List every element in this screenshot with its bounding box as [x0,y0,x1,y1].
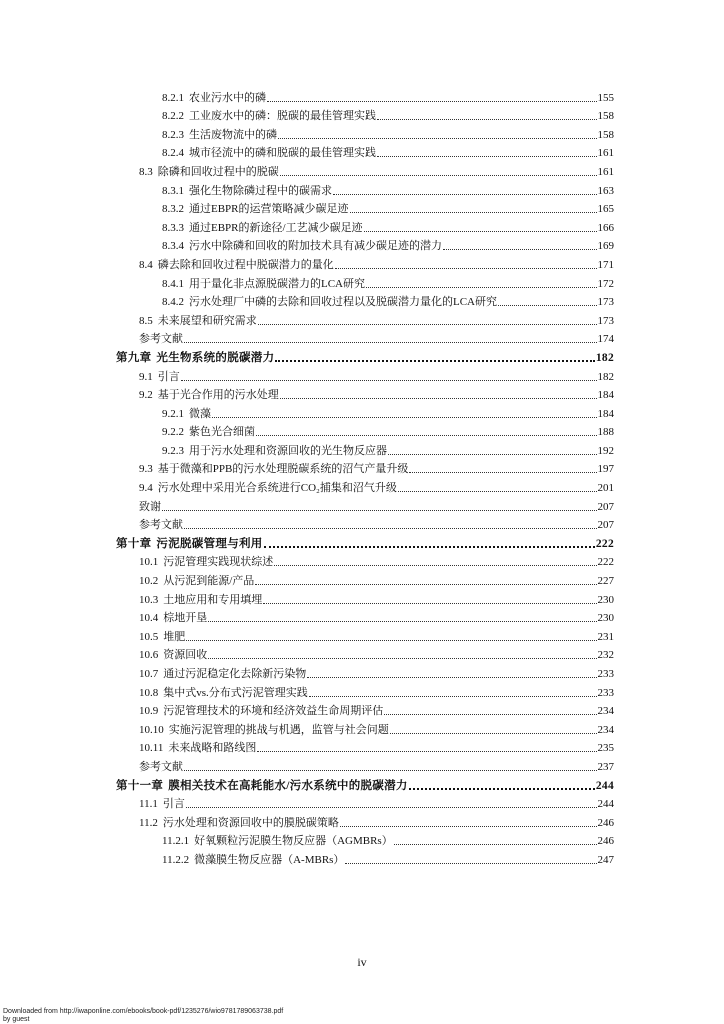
toc-entry-title: 通过EBPR的运营策略减少碳足迹 [189,203,349,216]
toc-entry-number: 9.2.3 [162,444,184,457]
toc-dot-leader [280,390,597,399]
toc-entry-page: 188 [597,426,614,439]
toc-entry-page: 246 [597,816,614,829]
toc-entry-number: 9.1 [139,370,153,383]
toc-entry-page: 234 [597,723,614,736]
toc-entry-page: 169 [597,240,614,253]
toc-entry-page: 231 [597,630,614,643]
toc-dot-leader [208,613,596,622]
toc-entry-page: 184 [597,407,614,420]
toc-entry[interactable] [116,309,614,328]
toc-entry-number: 10.2 [139,575,159,588]
toc-entry-title: 污泥脱碳管理与利用 [156,537,263,550]
toc-dot-leader [309,688,597,697]
toc-entry-title: 致谢 [139,500,161,513]
toc-entry[interactable] [116,439,614,458]
toc-entry-page: 173 [597,296,614,309]
toc-entry-title: 未来展望和研究需求 [157,314,257,327]
toc-dot-leader [257,743,596,752]
toc-entry-title: 污水处理厂中磷的去除和回收过程以及脱碳潜力量化的LCA研究 [189,296,497,309]
toc-dot-leader [498,297,597,306]
toc-entry-number: 11.2 [139,816,158,829]
toc-dot-leader [364,223,597,232]
toc-entry-page: 222 [597,556,614,569]
toc-entry[interactable] [116,476,614,495]
toc-entry-title: 堆肥 [163,630,186,643]
toc-entry-number: 第十章 [116,537,152,550]
toc-entry-page: 244 [597,798,614,811]
toc-dot-leader [278,130,597,139]
toc-entry-number: 10.4 [139,612,159,625]
toc-dot-leader [345,855,596,864]
toc-entry-page: 155 [597,91,614,104]
toc-dot-leader [258,316,597,325]
toc-entry-page: 165 [597,203,614,216]
toc-entry-title: 污水中除磷和回收的附加技术具有减少碳足迹的潜力 [189,240,442,253]
toc-dot-leader [274,557,596,566]
toc-entry-page: 244 [595,779,614,792]
toc-entry-page: 222 [595,537,614,550]
toc-entry-title: 通过污泥稳定化去除新污染物 [163,668,307,680]
toc-entry[interactable] [116,458,614,477]
toc-entry-page: 161 [597,147,614,160]
toc-entry-title: 城市径流中的磷和脱碳的最佳管理实践 [189,147,376,160]
toc-entry-page: 233 [597,668,614,680]
toc-dot-leader [181,372,597,381]
toc-dot-leader [377,111,597,120]
toc-entry[interactable] [116,625,614,644]
toc-dot-leader [340,818,597,827]
toc-entry[interactable] [116,569,614,588]
toc-entry-title: 污水处理和资源回收中的膜脱碳策略 [162,816,339,829]
toc-entry[interactable] [116,811,614,830]
toc-entry-title: 工业废水中的磷：脱碳的最佳管理实践 [189,110,376,123]
toc-entry-number: 8.2.1 [162,91,184,104]
toc-entry[interactable] [116,607,614,626]
toc-entry-number: 10.9 [139,705,159,718]
toc-entry-title: 污水处理中采用光合系统进行CO₂捕集和沼气升级 [157,482,397,495]
toc-dot-leader [275,352,594,362]
toc-entry-page: 207 [597,519,614,532]
toc-entry-number: 8.4 [139,258,153,271]
toc-entry[interactable] [116,514,614,533]
toc-dot-leader [377,148,597,157]
toc-entry-title: 用于污水处理和资源回收的光生物反应器 [189,444,387,457]
toc-entry-page: 207 [597,500,614,513]
download-footer-guest: by guest [3,1016,30,1023]
toc-dot-leader [184,334,597,343]
toc-entry-number: 10.3 [139,593,159,606]
toc-entry[interactable] [116,105,614,124]
toc-entry[interactable] [116,718,614,737]
toc-entry[interactable] [116,402,614,421]
toc-entry[interactable] [116,86,614,105]
toc-entry[interactable] [116,235,614,254]
toc-entry-number: 8.2.4 [162,147,184,160]
toc-entry[interactable] [116,737,614,756]
download-footer [3,1008,283,1024]
toc-entry[interactable] [116,495,614,514]
toc-entry-page: 232 [597,649,614,662]
toc-entry-number: 9.2.1 [162,407,184,420]
toc-entry-number: 10.5 [139,630,159,643]
toc-dot-leader [394,836,597,845]
toc-entry-number: 9.2 [139,389,153,402]
table-of-contents [116,86,614,867]
toc-chapter-entry[interactable] [116,346,614,365]
toc-entry-title: 棕地开垦 [163,612,208,625]
toc-entry-title: 紫色光合细菌 [189,426,255,439]
toc-entry-page: 184 [597,389,614,402]
toc-entry[interactable] [116,216,614,235]
toc-entry[interactable] [116,755,614,774]
toc-entry-page: 161 [597,165,614,178]
toc-dot-leader [398,483,597,492]
toc-entry-title: 强化生物除磷过程中的碳需求 [189,184,332,197]
toc-entry-page: 230 [597,593,614,606]
toc-entry-number: 8.2.3 [162,128,184,141]
toc-entry-number: 8.4.1 [162,277,184,290]
toc-entry[interactable] [116,662,614,681]
toc-entry-number: 11.2.1 [162,835,190,848]
toc-entry-page: 174 [597,333,614,346]
toc-dot-leader [280,167,597,176]
toc-entry[interactable] [116,793,614,812]
toc-entry-title: 基于微藻和PPB的污水处理脱碳系统的沼气产量升级 [157,463,409,476]
toc-entry-number: 第九章 [116,351,152,364]
toc-entry-title: 实施污泥管理的挑战与机遇，监管与社会问题 [168,723,389,736]
toc-entry-number: 10.8 [139,686,159,699]
toc-entry-number: 10.1 [139,556,159,569]
toc-dot-leader [350,204,597,213]
toc-chapter-entry[interactable] [116,532,614,551]
toc-entry[interactable] [116,123,614,142]
toc-entry-title: 参考文献 [139,333,183,346]
toc-entry[interactable] [116,291,614,310]
toc-entry-number: 11.1 [139,798,158,811]
toc-entry-number: 8.2.2 [162,110,184,123]
toc-entry-page: 237 [597,760,614,773]
toc-entry-title: 膜相关技术在高耗能水/污水系统中的脱碳潜力 [168,779,408,792]
toc-dot-leader [443,241,597,250]
toc-dot-leader [366,279,597,288]
toc-dot-leader [307,669,596,678]
toc-entry-page: 158 [597,128,614,141]
toc-dot-leader [333,186,597,195]
toc-entry-number: 11.2.2 [162,853,190,866]
toc-entry-number: 8.4.2 [162,296,184,309]
toc-dot-leader [162,502,597,511]
toc-dot-leader [388,446,597,455]
toc-entry-page: 172 [597,277,614,290]
toc-entry[interactable] [116,179,614,198]
toc-entry-number: 8.3.2 [162,203,184,216]
toc-entry-page: 158 [597,110,614,123]
toc-entry[interactable] [116,253,614,272]
toc-dot-leader [184,520,597,529]
toc-entry-page: 163 [597,184,614,197]
toc-entry-page: 171 [597,258,614,271]
toc-entry-title: 参考文献 [139,760,183,773]
toc-entry-number: 8.3.3 [162,221,184,234]
toc-entry[interactable] [116,142,614,161]
toc-chapter-entry[interactable] [116,774,614,793]
toc-entry-title: 磷去除和回收过程中脱碳潜力的量化 [157,258,334,271]
toc-entry-title: 基于光合作用的污水处理 [157,389,279,402]
toc-dot-leader [384,706,596,715]
toc-dot-leader [409,780,595,790]
toc-entry-title: 资源回收 [163,649,208,662]
toc-entry[interactable] [116,384,614,403]
toc-entry-page: 182 [595,351,614,364]
toc-entry-page: 233 [597,686,614,699]
toc-entry[interactable] [116,272,614,291]
toc-entry-title: 集中式vs.分布式污泥管理实践 [163,686,308,699]
page-number: iv [357,955,367,969]
toc-entry-title: 参考文献 [139,519,183,532]
toc-entry[interactable] [116,830,614,849]
toc-entry-number: 9.3 [139,463,153,476]
toc-entry-page: 235 [597,742,614,755]
toc-entry-number: 8.3.1 [162,184,184,197]
toc-entry[interactable] [116,848,614,867]
toc-entry-number: 9.2.2 [162,426,184,439]
toc-entry-page: 247 [597,853,614,866]
toc-entry-number: 10.6 [139,649,159,662]
toc-entry[interactable] [116,365,614,384]
toc-entry-title: 引言 [157,370,180,383]
toc-entry-title: 微藻 [189,407,211,420]
toc-dot-leader [390,725,597,734]
toc-entry-page: 227 [597,575,614,588]
toc-dot-leader [186,632,596,641]
toc-dot-leader [186,799,597,808]
toc-entry-number: 9.4 [139,482,153,495]
toc-dot-leader [256,427,597,436]
toc-entry-page: 192 [597,444,614,457]
toc-dot-leader [208,650,596,659]
toc-entry-page: 173 [597,314,614,327]
toc-entry[interactable] [116,681,614,700]
toc-dot-leader [263,595,596,604]
toc-entry-number: 8.5 [139,314,153,327]
toc-dot-leader [184,762,597,771]
toc-entry[interactable] [116,700,614,719]
toc-entry-title: 好氧颗粒污泥膜生物反应器（AGMBRs） [194,835,393,848]
toc-entry[interactable] [116,421,614,440]
toc-entry[interactable] [116,160,614,179]
toc-entry[interactable] [116,644,614,663]
toc-entry-number: 10.7 [139,668,159,680]
toc-entry-page: 197 [597,463,614,476]
toc-entry-title: 土地应用和专用填埋 [163,593,263,606]
toc-entry-title: 通过EBPR的新途径/工艺减少碳足迹 [189,221,363,234]
toc-entry-number: 10.11 [139,742,164,755]
toc-entry-number: 8.3 [139,165,153,178]
toc-entry-page: 166 [597,221,614,234]
toc-dot-leader [264,538,595,548]
toc-entry-page: 182 [597,370,614,383]
toc-entry-number: 第十一章 [116,779,164,792]
toc-entry-title: 未来战略和路线图 [168,742,257,755]
toc-dot-leader [255,576,596,585]
toc-entry-title: 从污泥到能源/产品 [163,575,255,588]
toc-entry[interactable] [116,328,614,347]
toc-entry-title: 农业污水中的磷 [189,91,266,104]
toc-dot-leader [212,409,597,418]
toc-entry-title: 污泥管理技术的环境和经济效益生命周期评估 [163,705,384,718]
toc-entry-title: 生活废物流中的磷 [189,128,277,141]
toc-entry-title: 用于量化非点源脱碳潜力的LCA研究 [189,277,365,290]
toc-entry[interactable] [116,551,614,570]
toc-entry-title: 除磷和回收过程中的脱碳 [157,165,279,178]
download-footer-url: Downloaded from http://iwaponline.com/ebooks/book-pdf/1235276/wio9781789063738.pdf [3,1008,284,1015]
toc-entry-page: 201 [597,482,614,495]
toc-entry-title: 污泥管理实践现状综述 [163,556,274,569]
toc-entry-title: 微藻膜生物反应器（A-MBRs） [194,853,345,866]
toc-dot-leader [267,93,597,102]
toc-dot-leader [409,464,596,473]
toc-entry-title: 光生物系统的脱碳潜力 [156,351,275,364]
toc-entry-number: 8.3.4 [162,240,184,253]
toc-dot-leader [335,260,597,269]
toc-entry-page: 230 [597,612,614,625]
toc-entry[interactable] [116,198,614,217]
toc-entry-page: 234 [597,705,614,718]
toc-entry[interactable] [116,588,614,607]
toc-entry-page: 246 [597,835,614,848]
toc-entry-number: 10.10 [139,723,164,736]
toc-entry-title: 引言 [162,798,185,811]
